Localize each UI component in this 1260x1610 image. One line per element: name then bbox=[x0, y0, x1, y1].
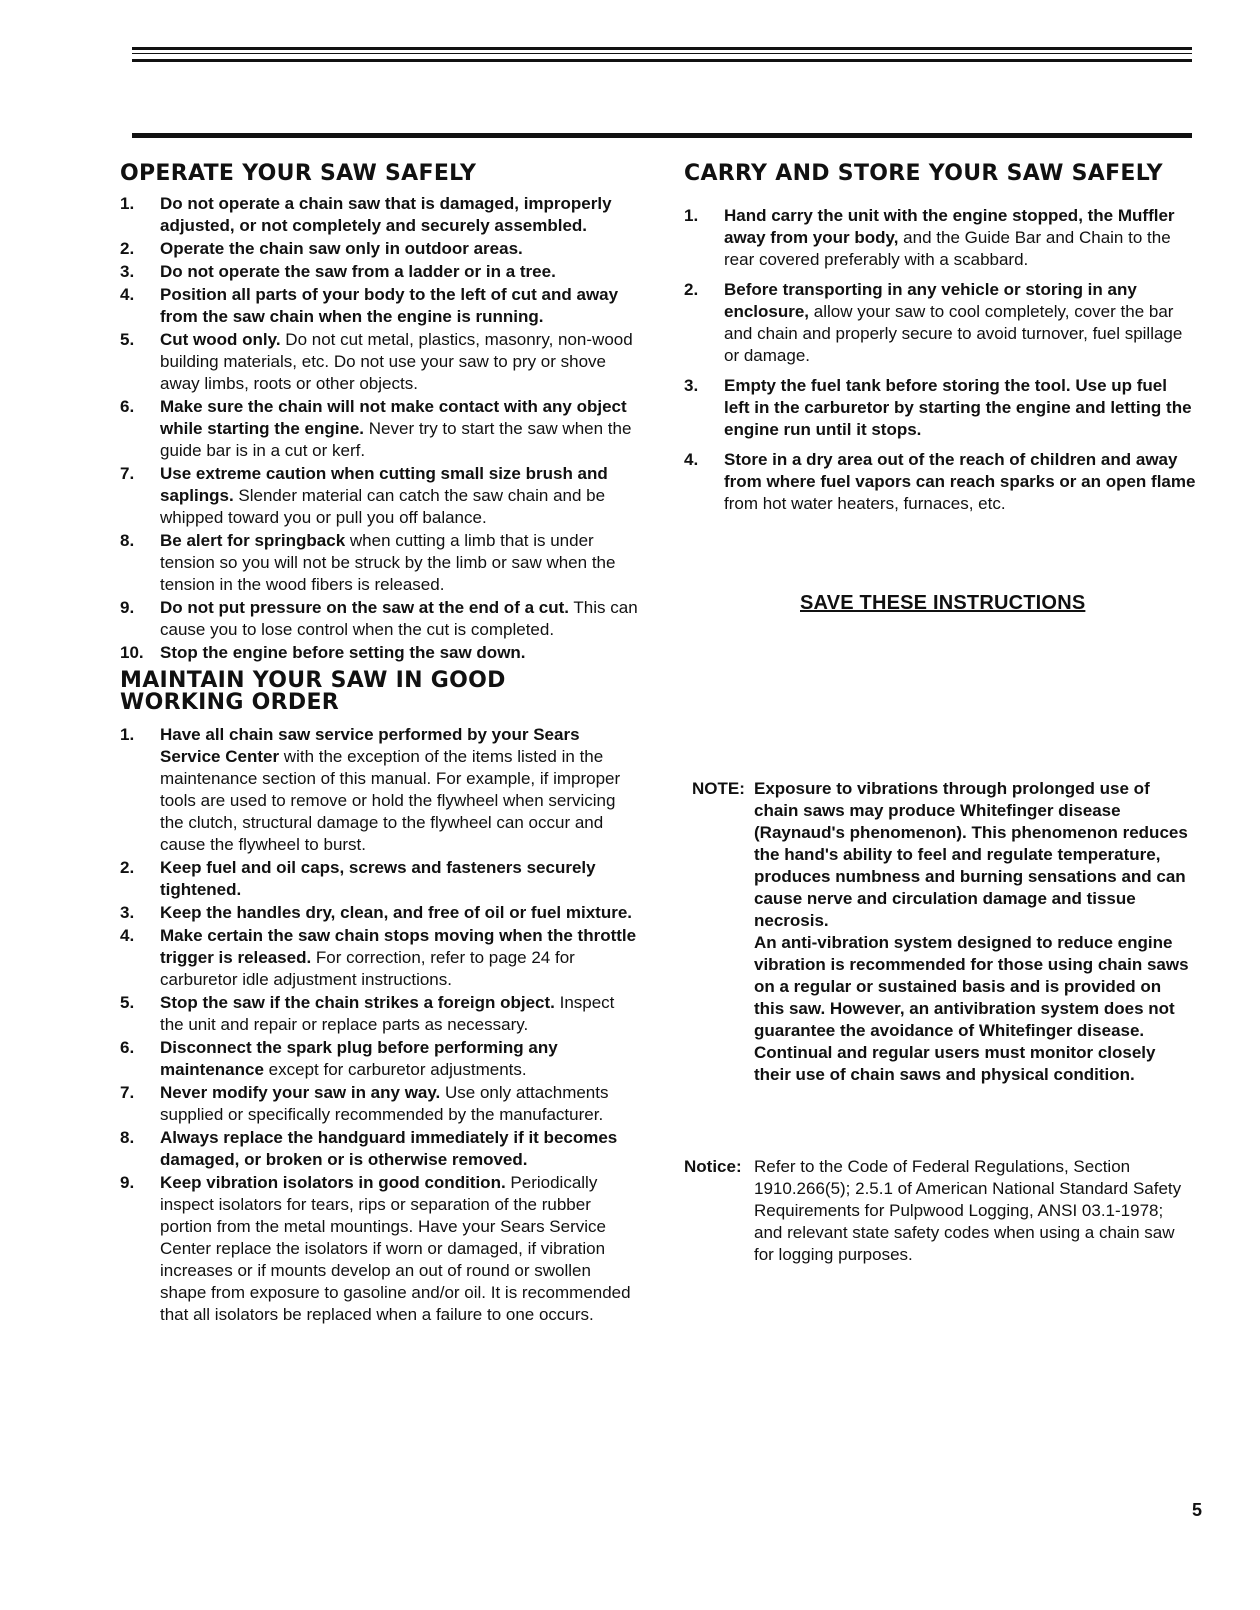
item-text bbox=[160, 284, 640, 328]
item-text-bold: Make sure the chain will not make contact with any object while starting the engine. bbox=[160, 397, 627, 438]
maintain-saw-list bbox=[120, 724, 640, 1326]
item-number: 10. bbox=[120, 643, 144, 662]
item-text-regular: Do not cut metal, plastics, masonry, non-wood building materials, etc. Do not use your saw to pry or shove away limbs, roots or other objects. bbox=[160, 330, 633, 393]
item-text bbox=[160, 597, 640, 641]
item-text-regular: except for carburetor adjustments. bbox=[263, 1060, 527, 1079]
item-text-regular: Never try to start the saw when the guide bar is in a cut or kerf. bbox=[160, 419, 632, 460]
item-text bbox=[724, 375, 1196, 441]
item-text bbox=[160, 642, 640, 664]
item-text-bold: Stop the saw if the chain strikes a foreign object. bbox=[160, 993, 555, 1012]
item-text-regular: allow your saw to cool completely, cover the bar and chain and properly secure to avoid turnover, fuel spillage or damage. bbox=[724, 302, 1183, 365]
item-text bbox=[160, 261, 640, 283]
note-label: NOTE: bbox=[692, 779, 745, 798]
item-text-bold: Keep fuel and oil caps, screws and fasteners securely tightened. bbox=[160, 858, 596, 899]
save-instructions-heading: SAVE THESE INSTRUCTIONS bbox=[800, 592, 1086, 614]
item-number: 5. bbox=[120, 993, 135, 1012]
top-rule-thin bbox=[132, 53, 1192, 54]
list-item bbox=[120, 992, 640, 1036]
item-text-bold: Do not operate a chain saw that is damaged, improperly adjusted, or not completely and securely assembled. bbox=[160, 194, 612, 235]
list-item bbox=[120, 902, 640, 924]
page-number: 5 bbox=[1192, 1500, 1203, 1520]
list-item bbox=[120, 396, 640, 462]
item-text-regular: Slender material can catch the saw chain and be whipped toward you or pull you off balance. bbox=[160, 486, 606, 527]
item-number: 6. bbox=[120, 397, 135, 416]
note-paragraph-1: Exposure to vibrations through prolonged use of chain saws may produce Whitefinger disease (Raynaud's phenomenon). This phenomenon reduces the hand's ability to feel and regulate temperature, produces numbness and burning sensations and can cause nerve and circulation damage and tissue necrosis. bbox=[754, 779, 1188, 930]
item-number: 5. bbox=[120, 330, 135, 349]
item-text bbox=[724, 449, 1196, 515]
item-number: 3. bbox=[120, 262, 135, 281]
item-number: 7. bbox=[120, 1083, 135, 1102]
item-text-bold: Have all chain saw service performed by your Sears Service Center bbox=[160, 725, 580, 766]
item-number: 9. bbox=[120, 1173, 135, 1192]
item-text-bold: Never modify your saw in any way. bbox=[160, 1083, 441, 1102]
item-text bbox=[160, 992, 640, 1036]
list-item bbox=[120, 193, 640, 237]
item-text-regular: from hot water heaters, furnaces, etc. bbox=[724, 494, 1006, 513]
section-title-carry-store: CARRY AND STORE YOUR SAW SAFELY bbox=[684, 161, 1163, 186]
list-item bbox=[120, 329, 640, 395]
list-item bbox=[120, 261, 640, 283]
item-text bbox=[160, 1082, 640, 1126]
item-text-bold: Do not put pressure on the saw at the end of a cut. bbox=[160, 598, 569, 617]
list-item bbox=[120, 925, 640, 991]
section-title-maintain bbox=[120, 670, 640, 714]
item-text bbox=[160, 1172, 640, 1326]
item-text-bold: Empty the fuel tank before storing the tool. Use up fuel left in the carburetor by starting the engine and letting the engine run until it stops. bbox=[724, 376, 1192, 439]
item-text bbox=[160, 329, 640, 395]
list-item bbox=[684, 375, 1196, 441]
item-text-bold: Always replace the handguard immediately if it becomes damaged, or broken or is otherwise removed. bbox=[160, 1128, 618, 1169]
item-text-bold: Before transporting in any vehicle or storing in any enclosure, bbox=[724, 280, 1137, 321]
list-item bbox=[120, 724, 640, 856]
item-text-bold: Cut wood only. bbox=[160, 330, 281, 349]
top-rule-lower bbox=[132, 59, 1192, 62]
item-text bbox=[160, 724, 640, 856]
item-text-bold: Make certain the saw chain stops moving when the throttle trigger is released. bbox=[160, 926, 637, 967]
item-number: 7. bbox=[120, 464, 135, 483]
list-item bbox=[120, 642, 640, 664]
item-text bbox=[160, 902, 640, 924]
item-text-bold: Do not operate the saw from a ladder or in a tree. bbox=[160, 262, 556, 281]
item-number: 1. bbox=[120, 725, 135, 744]
item-text bbox=[160, 1127, 640, 1171]
item-number: 4. bbox=[684, 450, 699, 469]
item-text-bold: Stop the engine before setting the saw down. bbox=[160, 643, 526, 662]
top-rule bbox=[132, 47, 1192, 50]
item-number: 2. bbox=[120, 239, 135, 258]
item-number: 8. bbox=[120, 531, 135, 550]
item-text-bold: Keep the handles dry, clean, and free of oil or fuel mixture. bbox=[160, 903, 633, 922]
header-rule bbox=[132, 133, 1192, 138]
item-text bbox=[160, 857, 640, 901]
list-item bbox=[120, 597, 640, 641]
item-text-regular: when cutting a limb that is under tension so you will not be struck by the limb or saw when the tension in the wood fibers is released. bbox=[160, 531, 616, 594]
item-text bbox=[160, 193, 640, 237]
right-column bbox=[684, 163, 1196, 523]
item-text-regular: This can cause you to lose control when the cut is completed. bbox=[160, 598, 638, 639]
regulations-notice bbox=[684, 1156, 1184, 1266]
item-text bbox=[160, 396, 640, 462]
item-number: 1. bbox=[684, 206, 699, 225]
item-text bbox=[160, 463, 640, 529]
item-number: 9. bbox=[120, 598, 135, 617]
item-text-bold: Store in a dry area out of the reach of children and away from where fuel vapors can reach sparks or an open flame bbox=[724, 450, 1196, 491]
item-text-regular: Use only attachments supplied or specifically recommended by the manufacturer. bbox=[160, 1083, 609, 1124]
list-item bbox=[120, 530, 640, 596]
left-column bbox=[120, 163, 640, 1327]
item-text-bold: Keep vibration isolators in good condition. bbox=[160, 1173, 506, 1192]
item-text-bold: Hand carry the unit with the engine stopped, the Muffler away from your body, bbox=[724, 206, 1175, 247]
list-item bbox=[120, 284, 640, 328]
operate-safely-list bbox=[120, 193, 640, 664]
item-text bbox=[160, 530, 640, 596]
section-title-maintain-line1: MAINTAIN YOUR SAW IN GOOD bbox=[120, 668, 506, 693]
item-number: 2. bbox=[684, 280, 699, 299]
item-text-regular: Inspect the unit and repair or replace parts as necessary. bbox=[160, 993, 615, 1034]
carry-store-list bbox=[684, 205, 1196, 515]
item-text-regular: and the Guide Bar and Chain to the rear covered preferably with a scabbard. bbox=[724, 228, 1171, 269]
list-item bbox=[120, 1127, 640, 1171]
item-number: 8. bbox=[120, 1128, 135, 1147]
list-item bbox=[120, 1172, 640, 1326]
item-number: 1. bbox=[120, 194, 135, 213]
item-number: 4. bbox=[120, 926, 135, 945]
item-text-regular: Periodically inspect isolators for tears, rips or separation of the rubber portion from the metal mountings. Have your Sears Service Center replace the isolators if worn or damaged, if vibration increases or if mounts develop an out of round or swollen shape from exposure to gasoline and/or oil. It is recommended that all isolators be replaced when a failure to one occurs. bbox=[160, 1173, 631, 1324]
list-item bbox=[120, 463, 640, 529]
item-number: 4. bbox=[120, 285, 135, 304]
item-text-bold: Use extreme caution when cutting small size brush and saplings. bbox=[160, 464, 608, 505]
notice-label: Notice: bbox=[684, 1157, 742, 1176]
item-number: 6. bbox=[120, 1038, 135, 1057]
section-title-operate: OPERATE YOUR SAW SAFELY bbox=[120, 161, 477, 186]
item-text bbox=[724, 279, 1196, 367]
item-text-regular: For correction, refer to page 24 for carburetor idle adjustment instructions. bbox=[160, 948, 575, 989]
section-title-maintain-line2: WORKING ORDER bbox=[120, 690, 340, 715]
item-number: 3. bbox=[120, 903, 135, 922]
list-item bbox=[684, 279, 1196, 367]
item-text-bold: Be alert for springback bbox=[160, 531, 346, 550]
list-item bbox=[684, 449, 1196, 515]
item-number: 2. bbox=[120, 858, 135, 877]
item-text-regular: with the exception of the items listed in the maintenance section of this manual. For example, if improper tools are used to remove or hold the flywheel when servicing the clutch, structural damage to the flywheel can occur and cause the flywheel to burst. bbox=[160, 747, 621, 854]
notice-text: Refer to the Code of Federal Regulations, Section 1910.266(5); 2.5.1 of American National Standard Safety Requirements for Pulpwood Logging, ANSI 03.1-1978; and relevant state safety codes when using a chain saw for logging purposes. bbox=[754, 1157, 1182, 1264]
list-item bbox=[120, 1037, 640, 1081]
list-item bbox=[120, 238, 640, 260]
item-number: 3. bbox=[684, 376, 699, 395]
item-text-bold: Disconnect the spark plug before performing any maintenance bbox=[160, 1038, 558, 1079]
list-item bbox=[120, 1082, 640, 1126]
item-text bbox=[160, 925, 640, 991]
item-text-bold: Operate the chain saw only in outdoor areas. bbox=[160, 239, 523, 258]
item-text bbox=[160, 1037, 640, 1081]
vibration-note bbox=[692, 778, 1192, 1086]
list-item bbox=[684, 205, 1196, 271]
list-item bbox=[120, 857, 640, 901]
item-text bbox=[724, 205, 1196, 271]
item-text-bold: Position all parts of your body to the left of cut and away from the saw chain when the engine is running. bbox=[160, 285, 619, 326]
note-body bbox=[754, 778, 1192, 1086]
item-text bbox=[160, 238, 640, 260]
note-paragraph-2: An anti-vibration system designed to reduce engine vibration is recommended for those using chain saws on a regular or sustained basis and is provided on this saw. However, an antivibration system does not guarantee the avoidance of Whitefinger disease. Continual and regular users must monitor closely their use of chain saws and physical condition. bbox=[754, 933, 1189, 1084]
